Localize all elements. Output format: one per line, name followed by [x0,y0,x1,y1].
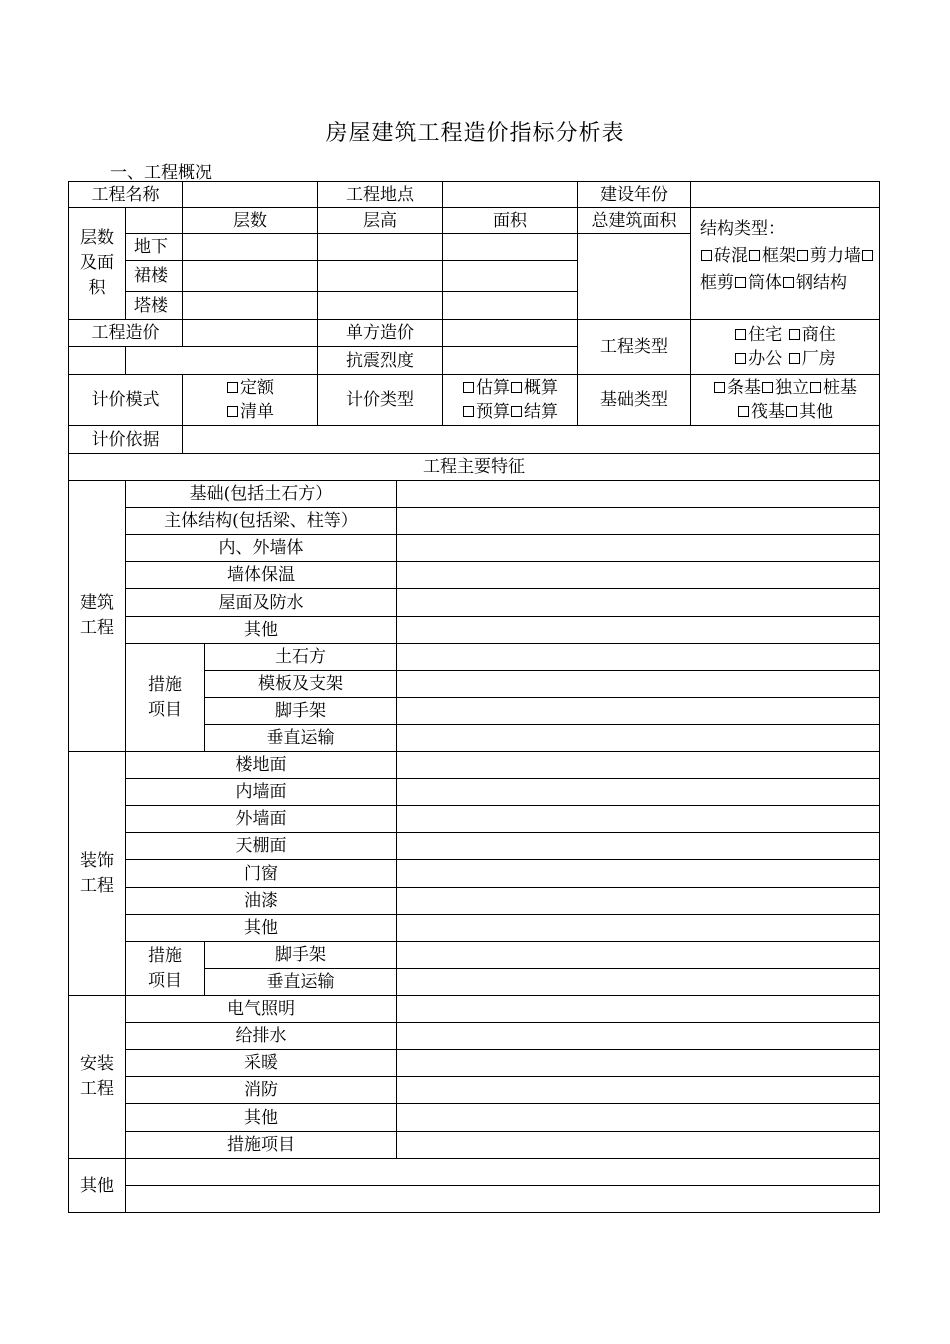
option-label: 钢结构 [796,273,847,293]
decoration-item-value[interactable] [396,805,880,833]
option-label: 框剪 [700,273,734,293]
building-item-label-label: 屋面及防水 [218,592,304,613]
label-build-year [577,181,691,208]
installation-item-label [125,1076,397,1104]
installation-item-value[interactable] [396,1022,880,1050]
other-value-2[interactable] [125,1185,880,1213]
label-pricing-mode [68,374,183,426]
building-item-label [125,534,397,562]
installation-item-value[interactable] [396,995,880,1023]
pricing-mode-options [182,374,318,426]
label-pricing-basis [68,425,183,454]
building-measure-label-label: 模板及支架 [258,674,343,694]
building-measure-label [204,670,397,698]
corner-blank [125,207,183,234]
installation-item-label-label: 给排水 [235,1026,287,1046]
label-project-location [317,181,443,208]
label-foundation-type [577,374,691,426]
building-item-label-label: 内、外墙体 [218,538,304,558]
checkbox-pricing-type-3[interactable] [511,406,522,417]
decoration-item-label [125,778,397,806]
label-project-type [577,319,691,375]
building-item-label-label: 基础(包括土石方） [189,484,333,504]
decoration-item-value[interactable] [396,778,880,806]
installation-item-value[interactable] [396,1076,880,1104]
decoration-measures-label-label: 措施 项目 [148,945,182,991]
features-header [68,453,880,481]
checkbox-pricing-type-1[interactable] [511,382,522,393]
installation-item-value[interactable] [396,1131,880,1159]
decoration-item-label [125,887,397,915]
checkbox-structure-4[interactable] [735,277,746,288]
label-project-cost-label: 工程造价 [91,323,160,343]
value-tower-floors[interactable] [182,291,318,320]
decoration-item-label-label: 外墙面 [235,809,287,829]
building-measure-value[interactable] [396,697,880,725]
row-label-tower [125,291,183,320]
label-project-location-label: 工程地点 [346,184,414,205]
decoration-item-label [125,914,397,942]
value-pricing-basis[interactable] [182,425,880,454]
value-underground-area[interactable] [442,233,578,261]
installation-item-label-label: 其他 [244,1107,278,1128]
value-project-location[interactable] [442,181,578,208]
decoration-item-label-label: 楼地面 [235,755,287,775]
row-label-tower-label: 塔楼 [134,295,168,316]
decoration-item-label [125,805,397,833]
checkbox-foundation-3[interactable] [738,406,749,417]
label-project-type-label: 工程类型 [600,337,668,357]
features-header-label: 工程主要特征 [423,457,525,477]
project-type-options [690,319,880,375]
checkbox-structure-0[interactable] [701,250,712,261]
option-label: 商住 [801,325,836,345]
value-underground-floors[interactable] [182,233,318,261]
decoration-item-label-label: 其他 [244,918,278,938]
foundation-type-options [690,374,880,426]
blank-cell [68,346,126,375]
checkbox-foundation-4[interactable] [786,406,797,417]
label-pricing-type-label: 计价类型 [346,390,414,410]
building-item-value[interactable] [396,507,880,535]
label-floors-area-label: 层数 及面 积 [80,228,114,298]
decoration-item-label-label: 天棚面 [235,836,287,856]
label-pricing-type [317,374,443,426]
decoration-measure-label [204,941,397,969]
decoration-item-label-label: 油漆 [244,891,278,911]
checkbox-pricing-type-0[interactable] [463,382,474,393]
group-decoration-label: 装饰 工程 [80,850,114,896]
checkbox-foundation-1[interactable] [762,382,773,393]
section-heading: 一、工程概况 [110,163,212,183]
checkbox-structure-1[interactable] [749,250,760,261]
row-label-underground [125,233,183,261]
row-label-podium [125,260,183,292]
label-foundation-type-label: 基础类型 [600,390,668,410]
label-build-year-label: 建设年份 [600,184,668,205]
building-measure-label [204,643,397,671]
option-label: 砖混 [714,246,748,266]
option-label: 筒体 [748,273,782,293]
checkbox-structure-2[interactable] [797,250,808,261]
building-measure-value[interactable] [396,643,880,671]
decoration-item-label [125,832,397,860]
label-project-cost [68,319,183,347]
option-label: 独立 [775,378,809,398]
decoration-measure-label-label: 脚手架 [275,945,326,965]
building-measure-value[interactable] [396,724,880,752]
building-item-label [125,507,397,535]
checkbox-project-type-3[interactable] [789,353,800,364]
page-title: 房屋建筑工程造价指标分析表 [325,121,625,146]
group-installation [68,995,126,1159]
decoration-item-value[interactable] [396,887,880,915]
option-label: 估算 [476,378,510,398]
building-measure-label-label: 土石方 [275,647,326,667]
installation-item-label-label: 电气照明 [227,999,295,1019]
installation-item-label [125,1022,397,1050]
row-label-podium-label: 裙楼 [134,266,168,286]
value-build-year[interactable] [690,181,880,208]
group-other [68,1158,126,1213]
decoration-item-label-label: 门窗 [244,863,278,884]
label-seismic-label: 抗震烈度 [346,350,414,371]
checkbox-pricing-mode-1[interactable] [227,406,238,417]
building-item-label [125,561,397,589]
installation-item-label-label: 消防 [244,1080,278,1100]
building-item-label-label: 其他 [244,620,278,640]
decoration-item-value[interactable] [396,832,880,860]
installation-item-value[interactable] [396,1049,880,1077]
installation-item-label [125,1103,397,1132]
building-measure-label-label: 脚手架 [275,701,326,721]
building-measure-label-label: 垂直运输 [266,728,335,748]
decoration-item-label [125,859,397,888]
option-label: 结算 [524,402,558,422]
group-other-label: 其他 [80,1175,114,1196]
header-total-area-label: 总建筑面积 [591,210,677,231]
checkbox-foundation-2[interactable] [810,382,821,393]
installation-item-label [125,1049,397,1077]
installation-item-label-label: 措施项目 [227,1135,295,1155]
checkbox-project-type-0[interactable] [735,329,746,340]
option-label: 住宅 [748,325,783,345]
building-item-label-label: 墙体保温 [227,565,295,585]
structure-type-label: 结构类型： [700,219,785,239]
value-project-cost[interactable] [182,319,318,347]
structure-type-cell [690,207,880,320]
blank-cell-2 [125,346,318,375]
value-unit-cost[interactable] [442,319,578,347]
decoration-measure-label-label: 垂直运输 [266,972,335,992]
decoration-measure-label [204,968,397,996]
other-value-1[interactable] [125,1158,880,1186]
value-podium-area[interactable] [442,260,578,292]
building-item-label [125,616,397,644]
decoration-item-value[interactable] [396,751,880,779]
checkbox-project-type-1[interactable] [789,329,800,340]
header-height-label: 层高 [363,210,397,231]
option-label: 预算 [476,402,510,422]
group-building [68,480,126,752]
checkbox-structure-5[interactable] [783,277,794,288]
installation-item-label [125,1131,397,1159]
header-area [442,207,578,234]
building-item-value[interactable] [396,616,880,644]
decoration-item-label-label: 内墙面 [235,782,287,802]
header-total-area [577,207,691,234]
value-project-name[interactable] [182,181,318,208]
option-label: 办公 [748,349,783,369]
building-measure-label [204,724,397,752]
option-label: 概算 [524,378,558,398]
decoration-measures-label [125,941,205,996]
installation-item-label [125,995,397,1023]
building-item-value[interactable] [396,480,880,508]
value-tower-height[interactable] [317,291,443,320]
option-label: 框架 [762,246,796,266]
decoration-item-value[interactable] [396,914,880,942]
label-seismic [317,346,443,375]
building-item-label [125,480,397,508]
header-area-label: 面积 [493,210,527,231]
value-podium-height[interactable] [317,260,443,292]
checkbox-project-type-2[interactable] [735,353,746,364]
header-floors-label: 层数 [233,210,267,231]
building-item-label [125,588,397,617]
option-label: 清单 [240,402,274,422]
label-pricing-mode-label: 计价模式 [91,390,160,410]
option-label: 桩基 [823,378,857,398]
value-tower-area[interactable] [442,291,578,320]
value-underground-height[interactable] [317,233,443,261]
option-label: 条基 [727,378,761,398]
decoration-measure-value[interactable] [396,968,880,996]
row-label-underground-label: 地下 [134,237,168,257]
label-unit-cost-label: 单方造价 [346,323,414,343]
group-decoration [68,751,126,996]
label-floors-area [68,207,126,320]
pricing-type-options [442,374,578,426]
label-project-name-label: 工程名称 [91,184,160,205]
checkbox-structure-3[interactable] [862,250,873,261]
decoration-measure-value[interactable] [396,941,880,969]
building-measure-value[interactable] [396,670,880,698]
cost-index-table [69,182,881,1213]
group-building-label: 建筑 工程 [80,593,114,638]
building-item-label-label: 主体结构(包括梁、柱等） [164,511,358,531]
group-installation-label: 安装 工程 [80,1054,114,1099]
header-height [317,207,443,234]
option-label: 厂房 [801,349,836,369]
building-item-value[interactable] [396,588,880,617]
installation-item-value[interactable] [396,1103,880,1132]
value-seismic[interactable] [442,346,578,375]
decoration-item-label [125,751,397,779]
header-floors [182,207,318,234]
decoration-item-value[interactable] [396,859,880,888]
building-measures-label [125,643,205,752]
building-measure-label [204,697,397,725]
checkbox-pricing-type-2[interactable] [463,406,474,417]
label-unit-cost [317,319,443,347]
value-total-area[interactable] [577,233,691,320]
option-label: 其他 [799,402,833,422]
value-podium-floors[interactable] [182,260,318,292]
building-measures-label-label: 措施 项目 [148,674,182,720]
label-pricing-basis-label: 计价依据 [91,429,160,450]
label-project-name [68,181,183,208]
checkbox-pricing-mode-0[interactable] [227,382,238,393]
checkbox-foundation-0[interactable] [714,382,725,393]
option-label: 筏基 [751,402,785,422]
building-item-value[interactable] [396,561,880,589]
option-label: 定额 [240,378,274,398]
installation-item-label-label: 采暖 [244,1053,278,1073]
building-item-value[interactable] [396,534,880,562]
option-label: 剪力墙 [810,246,861,266]
